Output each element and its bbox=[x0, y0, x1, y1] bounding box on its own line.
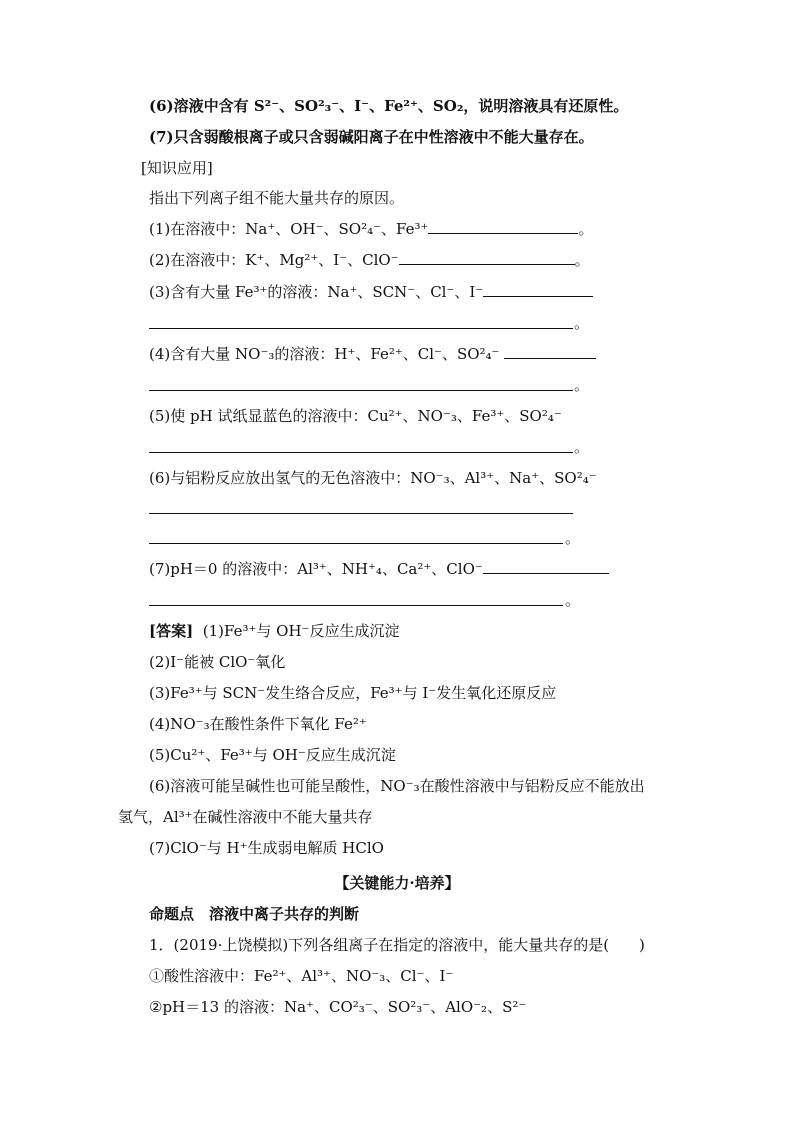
answer-line[interactable] bbox=[149, 452, 573, 453]
option-2: ②pH＝13 的溶液：Na⁺、CO²₃⁻、SO²₃⁻、AlO⁻₂、S²⁻ bbox=[149, 998, 527, 1016]
question-stem: 1．(2019·上饶模拟)下列各组离子在指定的溶液中，能大量共存的是( ) bbox=[149, 936, 645, 954]
answer-blank[interactable] bbox=[483, 559, 609, 574]
question-2 bbox=[149, 250, 590, 270]
answer-blank[interactable] bbox=[483, 282, 593, 297]
intro-item-7: (7)只含弱酸根离子或只含弱碱阳离子在中性溶液中不能大量存在。 bbox=[149, 128, 594, 146]
section-title: 【关键能力·培养】 bbox=[334, 874, 460, 892]
question-4 bbox=[149, 344, 596, 364]
answer-line[interactable] bbox=[149, 328, 573, 329]
question-2-text: (2)在溶液中：K⁺、Mg²⁺、I⁻、ClO⁻ bbox=[149, 251, 399, 269]
question-7 bbox=[149, 559, 609, 579]
knowledge-heading: [知识应用] bbox=[141, 159, 213, 177]
answer-label: [答案] bbox=[149, 622, 194, 640]
question-1 bbox=[149, 219, 593, 239]
intro-item-6: (6)溶液中含有 S²⁻、SO²₃⁻、I⁻、Fe²⁺、SO₂，说明溶液具有还原性。 bbox=[149, 97, 629, 115]
knowledge-instruction: 指出下列离子组不能大量共存的原因。 bbox=[149, 189, 405, 207]
answer-1-text: (1)Fe³⁺与 OH⁻反应生成沉淀 bbox=[202, 622, 400, 640]
period: 。 bbox=[574, 251, 590, 269]
answer-1 bbox=[149, 621, 399, 641]
answer-blank[interactable] bbox=[504, 344, 596, 359]
period: 。 bbox=[565, 591, 581, 609]
question-3 bbox=[149, 282, 593, 302]
period: 。 bbox=[565, 529, 581, 547]
question-6: (6)与铝粉反应放出氢气的无色溶液中：NO⁻₃、Al³⁺、Na⁺、SO²₄⁻ bbox=[149, 469, 597, 487]
answer-blank[interactable] bbox=[428, 219, 578, 234]
section-topic: 命题点 溶液中离子共存的判断 bbox=[149, 905, 360, 923]
period: 。 bbox=[574, 314, 590, 332]
period: 。 bbox=[578, 220, 594, 238]
question-4-text: (4)含有大量 NO⁻₃的溶液：H⁺、Fe²⁺、Cl⁻、SO²₄⁻ bbox=[149, 345, 500, 363]
answer-3: (3)Fe³⁺与 SCN⁻发生络合反应，Fe³⁺与 I⁻发生氧化还原反应 bbox=[149, 684, 557, 702]
answer-7: (7)ClO⁻与 H⁺生成弱电解质 HClO bbox=[149, 839, 384, 857]
question-1-text: (1)在溶液中：Na⁺、OH⁻、SO²₄⁻、Fe³⁺ bbox=[149, 220, 429, 238]
answer-5: (5)Cu²⁺、Fe³⁺与 OH⁻反应生成沉淀 bbox=[149, 746, 396, 764]
answer-line[interactable] bbox=[149, 543, 563, 544]
answer-2: (2)I⁻能被 ClO⁻氧化 bbox=[149, 653, 286, 671]
period: 。 bbox=[574, 438, 590, 456]
answer-blank[interactable] bbox=[399, 250, 575, 265]
option-1: ①酸性溶液中：Fe²⁺、Al³⁺、NO⁻₃、Cl⁻、I⁻ bbox=[149, 967, 454, 985]
question-5: (5)使 pH 试纸显蓝色的溶液中：Cu²⁺、NO⁻₃、Fe³⁺、SO²₄⁻ bbox=[149, 407, 562, 425]
answer-6-line-1: (6)溶液可能呈碱性也可能呈酸性，NO⁻₃在酸性溶液中与铝粉反应不能放出 bbox=[149, 777, 645, 795]
question-7-text: (7)pH＝0 的溶液中：Al³⁺、NH⁺₄、Ca²⁺、ClO⁻ bbox=[149, 560, 483, 578]
question-3-text: (3)含有大量 Fe³⁺的溶液：Na⁺、SCN⁻、Cl⁻、I⁻ bbox=[149, 283, 484, 301]
period: 。 bbox=[574, 376, 590, 394]
answer-line[interactable] bbox=[149, 605, 563, 606]
answer-line[interactable] bbox=[149, 390, 573, 391]
answer-4: (4)NO⁻₃在酸性条件下氧化 Fe²⁺ bbox=[149, 715, 367, 733]
answer-6-line-2: 氢气，Al³⁺在碱性溶液中不能大量共存 bbox=[118, 808, 373, 826]
answer-line[interactable] bbox=[149, 513, 573, 514]
